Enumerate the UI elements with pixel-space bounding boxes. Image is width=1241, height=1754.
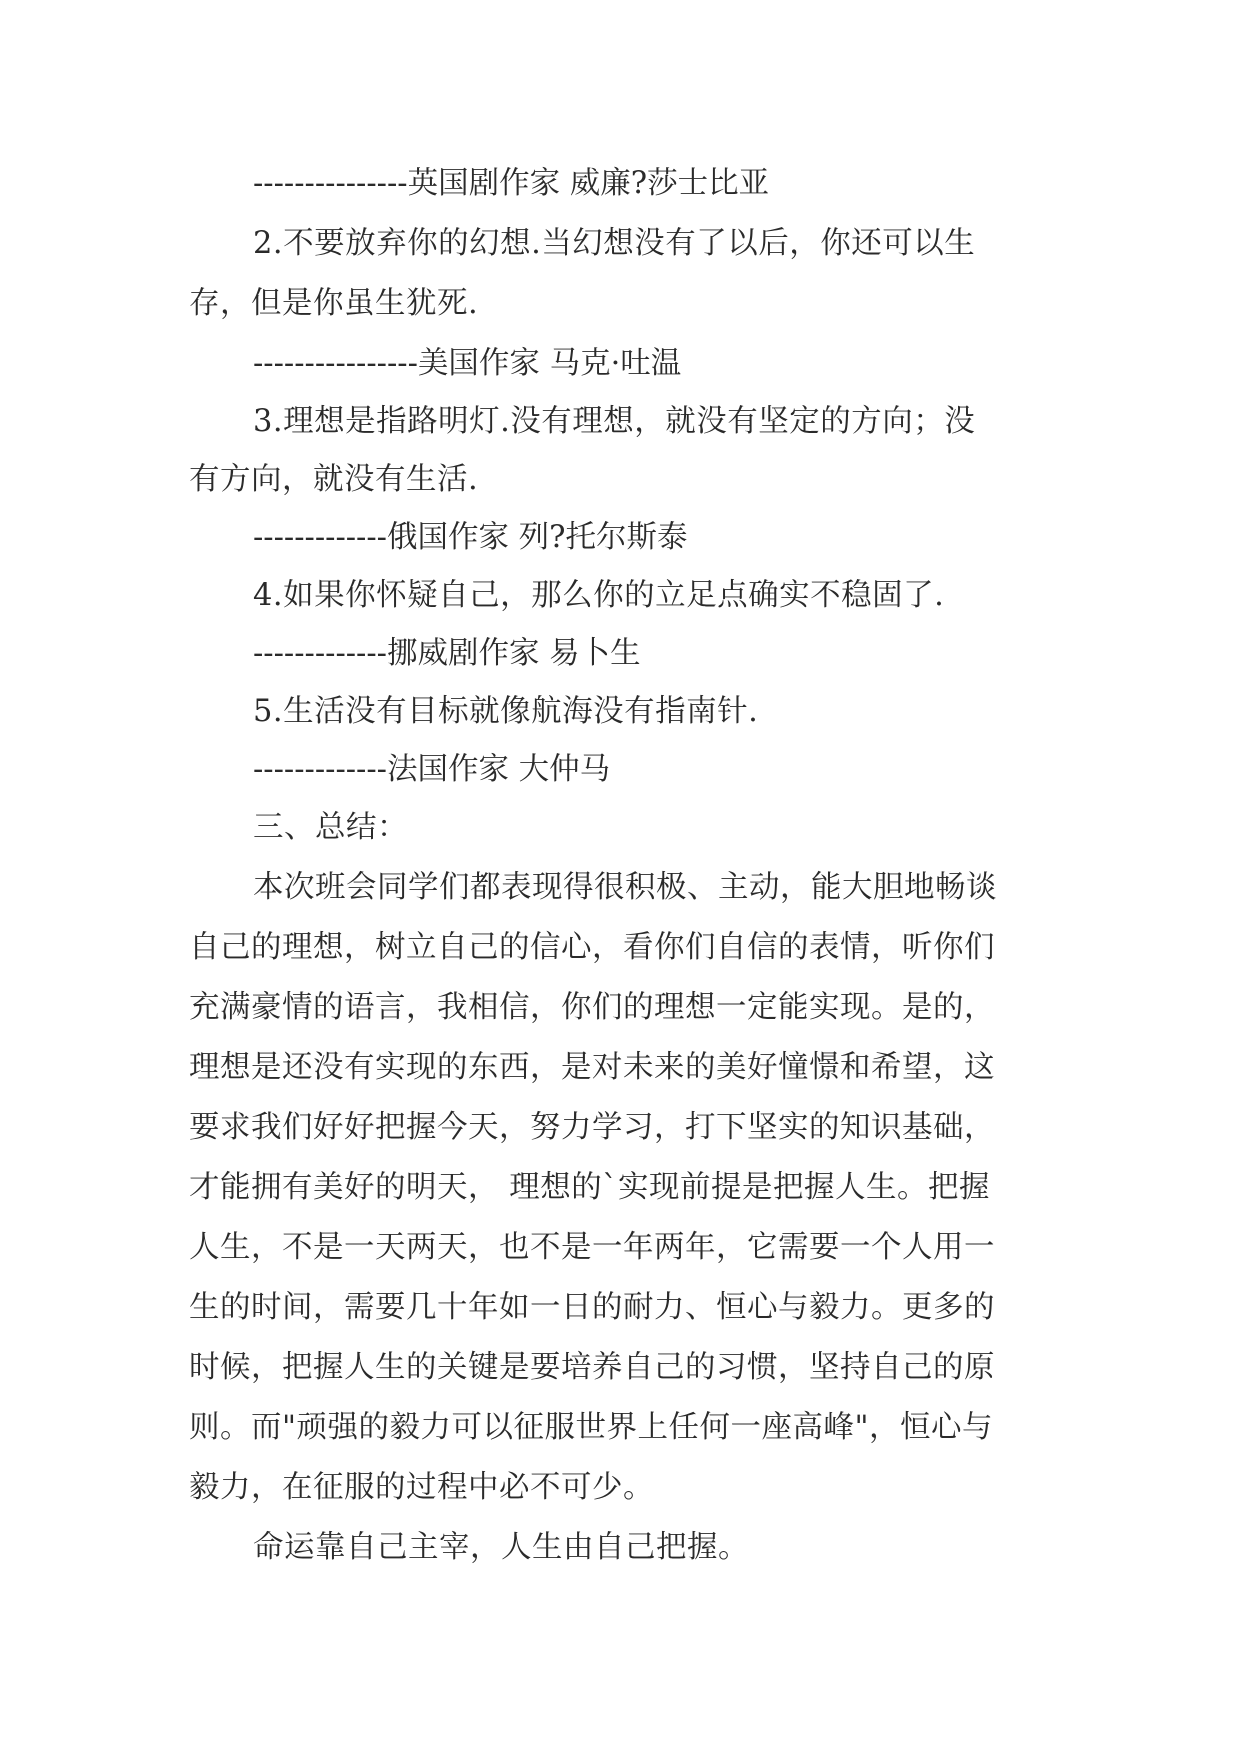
closing-line: 命运靠自己主宰，人生由自己把握。 [253, 1530, 749, 1565]
section-heading-summary: 三、总结： [253, 810, 408, 845]
summary-line-11: 毅力，在征服的过程中必不可少。 [189, 1470, 654, 1505]
summary-line-4: 理想是还没有实现的东西，是对未来的美好憧憬和希望，这 [189, 1050, 995, 1085]
summary-line-9: 时候，把握人生的关键是要培养自己的习惯，坚持自己的原 [189, 1350, 995, 1385]
quote-2-line-1: 2.不要放弃你的幻想.当幻想没有了以后，你还可以生 [253, 226, 976, 261]
quote-attribution-ibsen: -------------挪威剧作家 易卜生 [253, 636, 641, 671]
quote-2-line-2: 存，但是你虽生犹死. [189, 286, 479, 321]
summary-line-7: 人生，不是一天两天，也不是一年两年，它需要一个人用一 [189, 1230, 995, 1265]
summary-line-6: 才能拥有美好的明天， 理想的`实现前提是把握人生。把握 [189, 1170, 990, 1205]
summary-line-2: 自己的理想，树立自己的信心，看你们自信的表情，听你们 [189, 930, 995, 965]
quote-5-line-1: 5.生活没有目标就像航海没有指南针. [253, 694, 759, 729]
summary-line-1: 本次班会同学们都表现得很积极、主动，能大胆地畅谈 [253, 870, 997, 905]
quote-3-line-2: 有方向，就没有生活. [189, 462, 479, 497]
summary-line-5: 要求我们好好把握今天，努力学习，打下坚实的知识基础， [189, 1110, 995, 1145]
quote-attribution-shakespeare: ---------------英国剧作家 威廉?莎士比亚 [253, 166, 770, 201]
quote-attribution-twain: ----------------美国作家 马克·吐温 [253, 346, 682, 381]
summary-line-10: 则。而"顽强的毅力可以征服世界上任何一座高峰"，恒心与 [189, 1410, 994, 1445]
quote-3-line-1: 3.理想是指路明灯.没有理想，就没有坚定的方向；没 [253, 404, 976, 439]
summary-line-8: 生的时间，需要几十年如一日的耐力、恒心与毅力。更多的 [189, 1290, 995, 1325]
summary-line-3: 充满豪情的语言，我相信，你们的理想一定能实现。是的， [189, 990, 995, 1025]
quote-4-line-1: 4.如果你怀疑自己，那么你的立足点确实不稳固了. [253, 578, 945, 613]
quote-attribution-tolstoy: -------------俄国作家 列?托尔斯泰 [253, 520, 688, 555]
quote-attribution-dumas: -------------法国作家 大仲马 [253, 752, 611, 787]
